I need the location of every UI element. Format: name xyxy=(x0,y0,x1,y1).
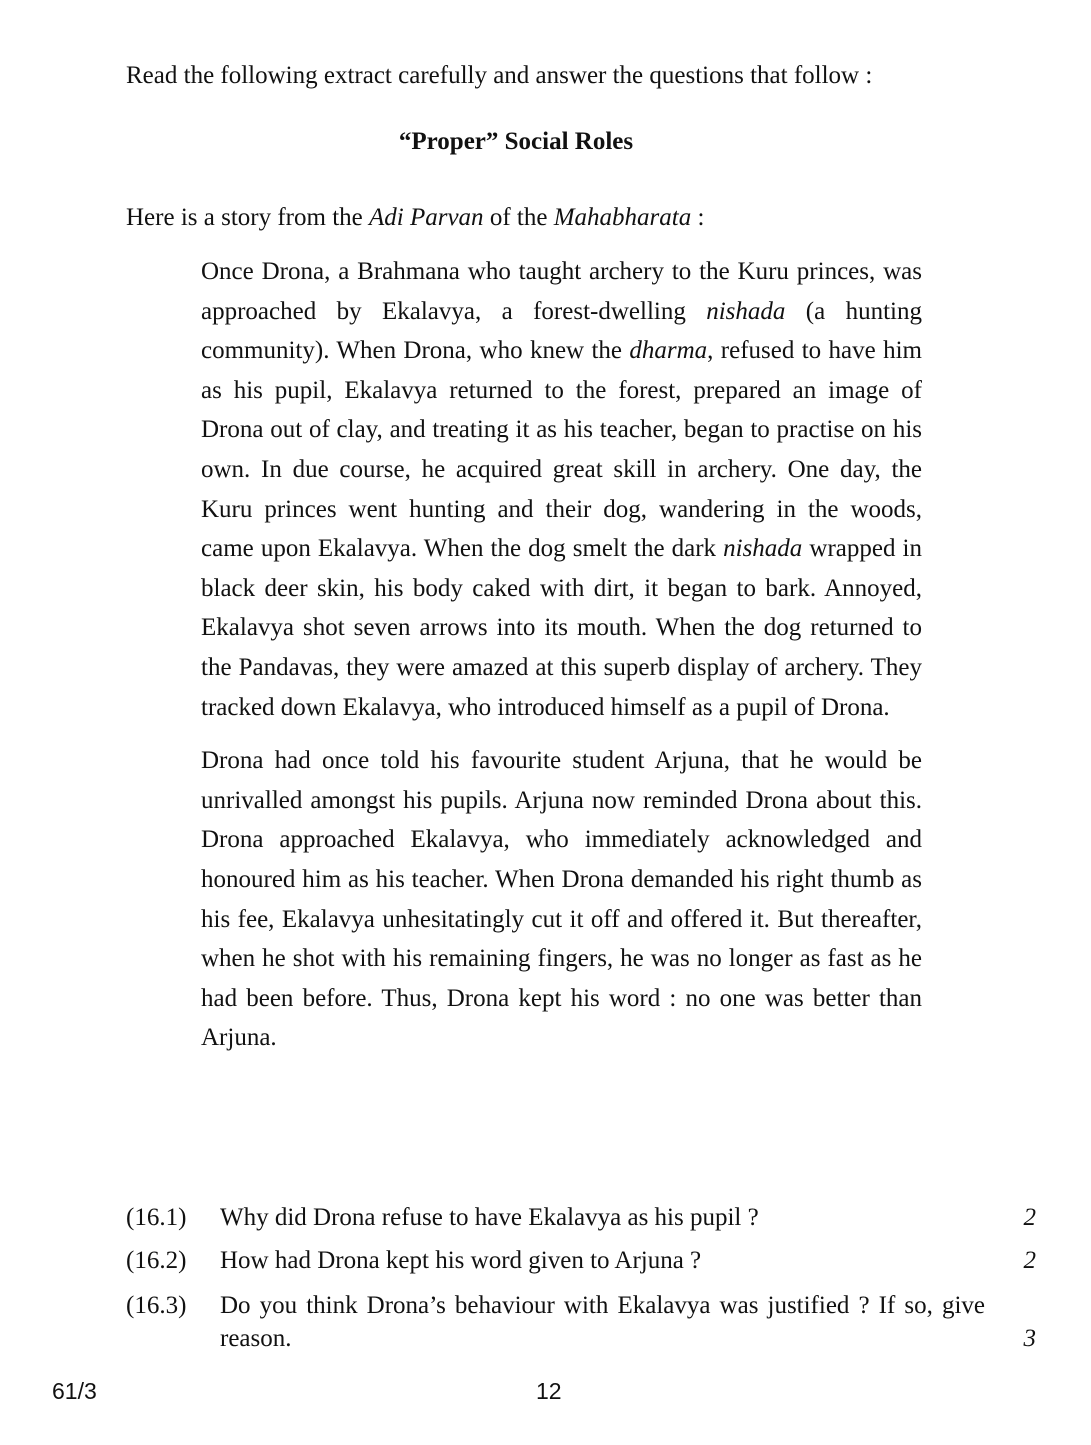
passage-text: , refused to have him as his pupil, Ekalavya returned to the forest, prepared an image of Drona out of clay, and treating it as his teacher, began to practise on his own. In due course, he acquired great skill in archery. One day, the Kuru princes went hunting and their dog, wandering in the woods, came upon Ekalavya. When the dog smelt the dark xyxy=(201,337,922,563)
question-marks: 2 xyxy=(1023,1204,1036,1231)
page-number: 12 xyxy=(536,1378,562,1404)
question-number: (16.3) xyxy=(126,1292,187,1319)
question-marks: 2 xyxy=(1023,1247,1036,1274)
question-text: Why did Drona refuse to have Ekalavya as his pupil ? xyxy=(220,1204,759,1231)
question-text: How had Drona kept his word given to Arjuna ? xyxy=(220,1247,702,1274)
passage-text: Once Drona, a Brahmana who taught archery to the Kuru princes, was approached by Ekalavya, a forest-dwelling xyxy=(201,258,922,325)
lead-text: Here is a story from the xyxy=(126,204,369,231)
paper-code: 61/3 xyxy=(52,1378,97,1404)
question-number: (16.2) xyxy=(126,1247,187,1274)
extract-passage xyxy=(201,252,922,1058)
question-marks: 3 xyxy=(1023,1325,1036,1352)
lead-text: of the xyxy=(483,204,554,231)
intro-instruction: Read the following extract carefully and answer the questions that follow : xyxy=(126,62,873,89)
passage-term: nishada xyxy=(706,297,786,325)
lead-work-title: Mahabharata xyxy=(553,204,692,231)
extract-title: “Proper” Social Roles xyxy=(398,128,634,155)
lead-text: : xyxy=(691,204,705,231)
extract-lead xyxy=(126,201,979,235)
question-text: Do you think Drona’s behaviour with Ekalavya was justified ? If so, give reason. xyxy=(220,1292,985,1352)
passage-term: nishada xyxy=(723,535,803,563)
lead-work-title: Adi Parvan xyxy=(368,204,484,231)
question-number: (16.1) xyxy=(126,1204,187,1231)
extract-paragraph-1 xyxy=(201,252,922,727)
passage-text: wrapped in black deer skin, his body caked with dirt, it began to bark. Annoyed, Ekalavya shot seven arrows into its mouth. When the dog returned to the Pandavas, they were amazed at this superb display of archery. They tracked down Ekalavya, who introduced himself as a pupil of Drona. xyxy=(201,535,922,721)
passage-text: (a hunting community). When Drona, who knew the xyxy=(201,297,922,365)
passage-term: dharma xyxy=(629,337,708,365)
extract-paragraph-2: Drona had once told his favourite student Arjuna, that he would be unrivalled amongst his pupils. Arjuna now reminded Drona about this. Drona approached Ekalavya, who immediately acknowledged and honoured him as his teacher. When Drona demanded his right thumb as his fee, Ekalavya unhesitatingly cut it off and offered it. But thereafter, when he shot with his remaining fingers, he was no longer as fast as he had been before. Thus, Drona kept his word : no one was better than Arjuna. xyxy=(201,747,922,1052)
